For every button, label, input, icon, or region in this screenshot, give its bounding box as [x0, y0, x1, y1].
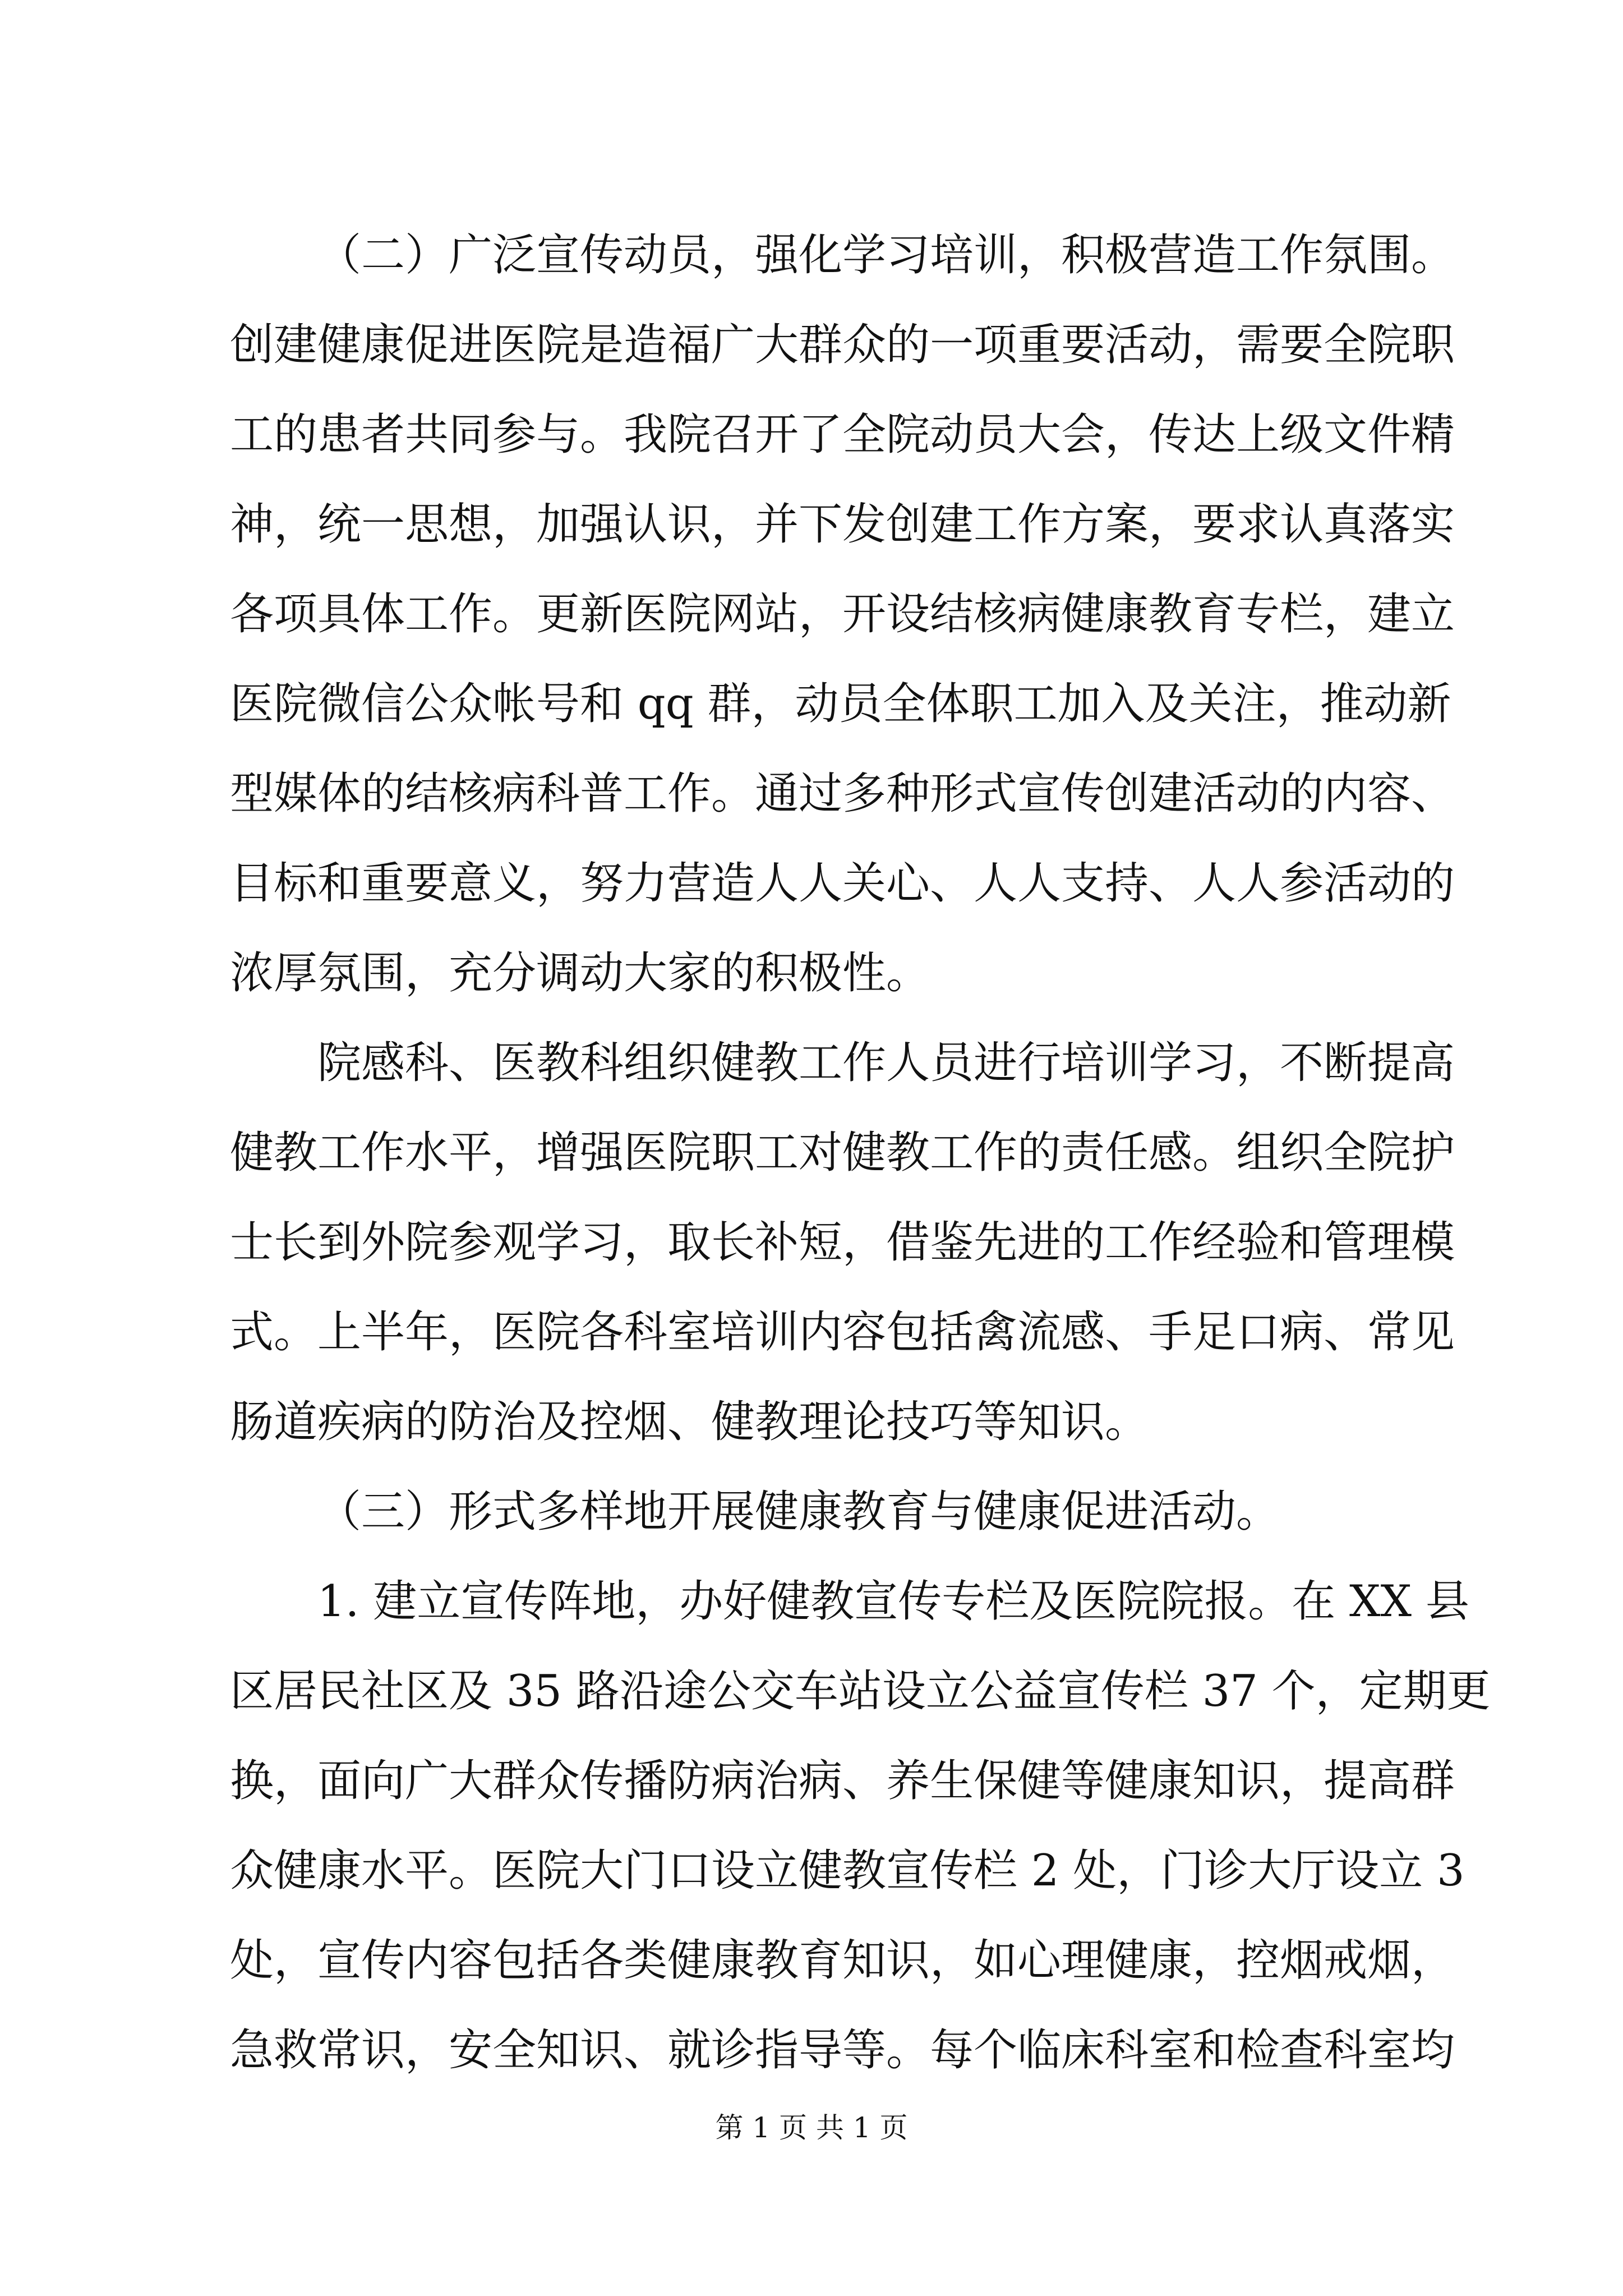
text-line: 急救常识，安全知识、就诊指导等。每个临床科室和检查科室均 [230, 2025, 1455, 2076]
section-heading: （三）形式多样地开展健康教育与健康促进活动。 [317, 1487, 1280, 1537]
text-line: 肠道疾病的防治及控烟、健教理论技巧等知识。 [230, 1397, 1149, 1447]
text-line: 处，宣传内容包括各类健康教育知识，如心理健康，控烟戒烟， [230, 1935, 1455, 1986]
text-line: 区居民社区及 35 路沿途公交车站设立公益宣传栏 37 个，定期更 [230, 1666, 1491, 1717]
text-line: 健教工作水平，增强医院职工对健教工作的责任感。组织全院护 [230, 1128, 1455, 1178]
page-number: 第 1 页 共 1 页 [715, 2111, 908, 2144]
page-footer [0, 2108, 1623, 2147]
text-line: 创建健康促进医院是造福广大群众的一项重要活动，需要全院职 [230, 320, 1455, 370]
text-line: 换，面向广大群众传播防病治病、养生保健等健康知识，提高群 [230, 1756, 1455, 1806]
text-line: 各项具体工作。更新医院网站，开设结核病健康教育专栏，建立 [230, 589, 1455, 639]
text-line: （二）广泛宣传动员，强化学习培训，积极营造工作氛围。 [317, 230, 1455, 280]
text-line: 目标和重要意义，努力营造人人关心、人人支持、人人参活动的 [230, 858, 1455, 909]
text-line: 医院微信公众帐号和 qq 群，动员全体职工加入及关注，推动新 [230, 679, 1451, 729]
text-line: 1. 建立宣传阵地，办好健教宣传专栏及医院院报。在 XX 县 [317, 1576, 1469, 1627]
text-line: 型媒体的结核病科普工作。通过多种形式宣传创建活动的内容、 [230, 769, 1455, 819]
text-line: 浓厚氛围，充分调动大家的积极性。 [230, 948, 930, 999]
text-line: 工的患者共同参与。我院召开了全院动员大会，传达上级文件精 [230, 409, 1455, 460]
text-line: 式。上半年，医院各科室培训内容包括禽流感、手足口病、常见 [230, 1307, 1455, 1358]
text-line: 众健康水平。医院大门口设立健教宣传栏 2 处，门诊大厅设立 3 [230, 1846, 1465, 1896]
text-line: 神，统一思想，加强认识，并下发创建工作方案，要求认真落实 [230, 499, 1455, 550]
text-line: 院感科、医教科组织健教工作人员进行培训学习，不断提高 [317, 1038, 1455, 1088]
text-line: 士长到外院参观学习，取长补短，借鉴先进的工作经验和管理模 [230, 1217, 1455, 1268]
